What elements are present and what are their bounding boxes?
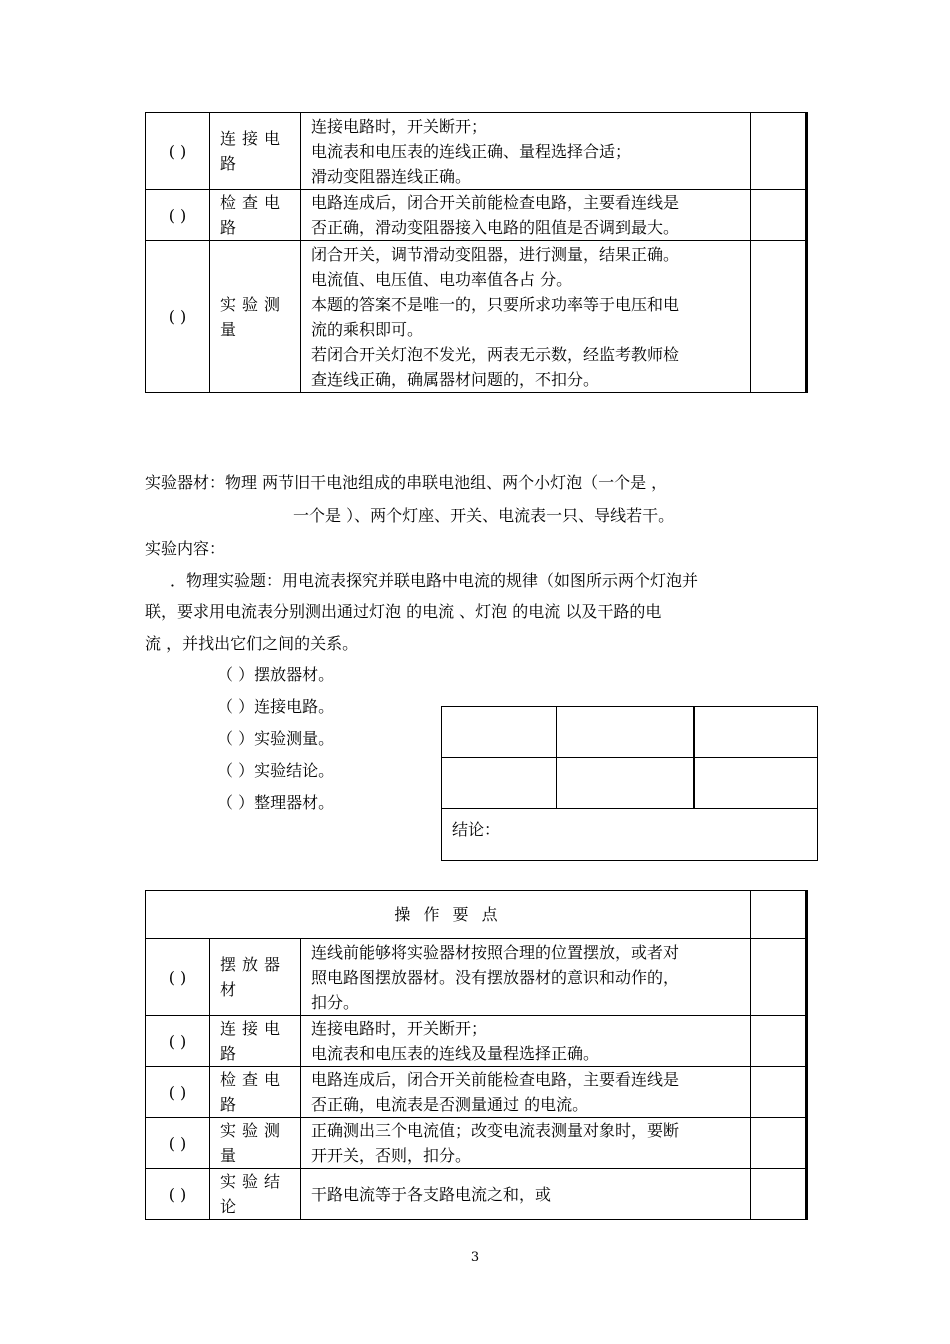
table-row	[442, 707, 818, 758]
score-mark: ( )	[146, 1067, 210, 1118]
materials-line-1: 实验器材：物理 两节旧干电池组成的串联电池组、两个小灯泡（一个是 ，	[145, 473, 668, 492]
materials-line-2: 一个是 ）、两个灯座、开关、电流表一只、导线若干。	[293, 506, 675, 525]
note-line: 连线前能够将实验器材按照合理的位置摆放，或者对	[311, 942, 680, 962]
score-cell	[751, 190, 808, 241]
step-item: （ ）整理器材。	[217, 793, 335, 812]
note-line: 流的乘积即可。	[311, 319, 424, 339]
note-line: 电流值、电压值、电功率值各占 分。	[311, 269, 573, 289]
table-row	[146, 939, 808, 1016]
score-cell	[751, 891, 808, 939]
note-line: 若闭合开关灯泡不发光，两表无示数，经监考教师检	[311, 344, 680, 364]
item-notes	[301, 1118, 751, 1169]
note-line: 电流表和电压表的连线正确、量程选择合适；	[311, 141, 632, 161]
score-mark: ( )	[146, 1169, 210, 1220]
table-row	[146, 1118, 808, 1169]
note-line: 扣分。	[311, 992, 360, 1012]
scoring-table-1	[145, 112, 808, 393]
item-label: 检查电路	[210, 1067, 301, 1118]
score-cell	[751, 1016, 808, 1067]
score-mark: ( )	[146, 939, 210, 1016]
item-label: 实验测量	[210, 241, 301, 393]
data-record-table	[441, 706, 818, 861]
question-line-3: 流 ，并找出它们之间的关系。	[145, 634, 359, 653]
note-line: 电路连成后，闭合开关前能检查电路，主要看连线是	[311, 193, 680, 212]
item-notes	[301, 190, 751, 241]
item-notes	[301, 939, 751, 1016]
data-cell	[442, 707, 557, 758]
score-mark: ( )	[146, 190, 210, 241]
note-line: 干路电流等于各支路电流之和，或	[311, 1184, 552, 1204]
data-cell	[557, 758, 694, 809]
item-label: 摆放器材	[210, 939, 301, 1016]
note-line: 连接电路时，开关断开；	[311, 116, 488, 136]
note-line: 正确测出三个电流值；改变电流表测量对象时，要断	[311, 1121, 680, 1140]
table-right-border	[805, 890, 808, 1220]
step-item: （ ）连接电路。	[217, 697, 335, 716]
item-label: 连接电路	[210, 1016, 301, 1067]
table-header: 操 作 要 点	[146, 891, 751, 939]
item-label: 实验测量	[210, 1118, 301, 1169]
note-line: 连接电路时，开关断开；	[311, 1019, 488, 1038]
table-row	[146, 113, 808, 190]
scoring-table-2	[145, 890, 808, 1220]
data-cell	[442, 758, 557, 809]
note-line: 电流表和电压表的连线及量程选择正确。	[311, 1044, 600, 1063]
score-cell	[751, 939, 808, 1016]
score-mark: ( )	[146, 241, 210, 393]
page-number: 3	[470, 1250, 480, 1265]
table-row	[146, 241, 808, 393]
note-line: 本题的答案不是唯一的，只要所求功率等于电压和电	[311, 294, 680, 314]
item-notes	[301, 113, 751, 190]
item-label: 检查电路	[210, 190, 301, 241]
score-cell	[751, 113, 808, 190]
score-cell	[751, 241, 808, 393]
note-line: 滑动变阻器连线正确。	[311, 166, 472, 186]
note-line: 闭合开关，调节滑动变阻器，进行测量，结果正确。	[311, 244, 680, 264]
note-line: 否正确，滑动变阻器接入电路的阻值是否调到最大。	[311, 218, 680, 237]
table-row	[146, 1067, 808, 1118]
data-cell	[694, 707, 818, 758]
item-notes	[301, 1169, 751, 1220]
item-notes	[301, 241, 751, 393]
score-mark: ( )	[146, 1118, 210, 1169]
table-row	[442, 758, 818, 809]
step-item: （ ）实验测量。	[217, 729, 335, 748]
score-cell	[751, 1169, 808, 1220]
table-row	[442, 809, 818, 861]
step-item: （ ）摆放器材。	[217, 665, 335, 684]
data-cell	[557, 707, 694, 758]
data-cell	[694, 758, 818, 809]
score-mark: ( )	[146, 113, 210, 190]
conclusion-label: 结论：	[442, 809, 818, 861]
score-cell	[751, 1067, 808, 1118]
item-label: 实验结论	[210, 1169, 301, 1220]
note-line: 否正确，电流表是否测量通过 的电流。	[311, 1095, 589, 1114]
item-label: 连接电路	[210, 113, 301, 190]
table-row	[146, 190, 808, 241]
step-item: （ ）实验结论。	[217, 761, 335, 780]
content-label: 实验内容：	[145, 539, 226, 558]
note-line: 照电路图摆放器材。没有摆放器材的意识和动作的，	[311, 967, 680, 987]
item-notes	[301, 1067, 751, 1118]
item-notes	[301, 1016, 751, 1067]
note-line: 开开关，否则，扣分。	[311, 1146, 472, 1165]
table-row	[146, 1016, 808, 1067]
table-row	[146, 1169, 808, 1220]
question-line-1: ．物理实验题：用电流表探究并联电路中电流的规律（如图所示两个灯泡并	[170, 571, 699, 590]
table-right-border	[805, 112, 808, 392]
score-mark: ( )	[146, 1016, 210, 1067]
question-line-2: 联，要求用电流表分别测出通过灯泡 的电流 、灯泡 的电流 以及干路的电	[145, 602, 662, 621]
score-cell	[751, 1118, 808, 1169]
note-line: 查连线正确，确属器材问题的，不扣分。	[311, 369, 600, 389]
table-header-row	[146, 891, 808, 939]
note-line: 电路连成后，闭合开关前能检查电路，主要看连线是	[311, 1070, 680, 1089]
